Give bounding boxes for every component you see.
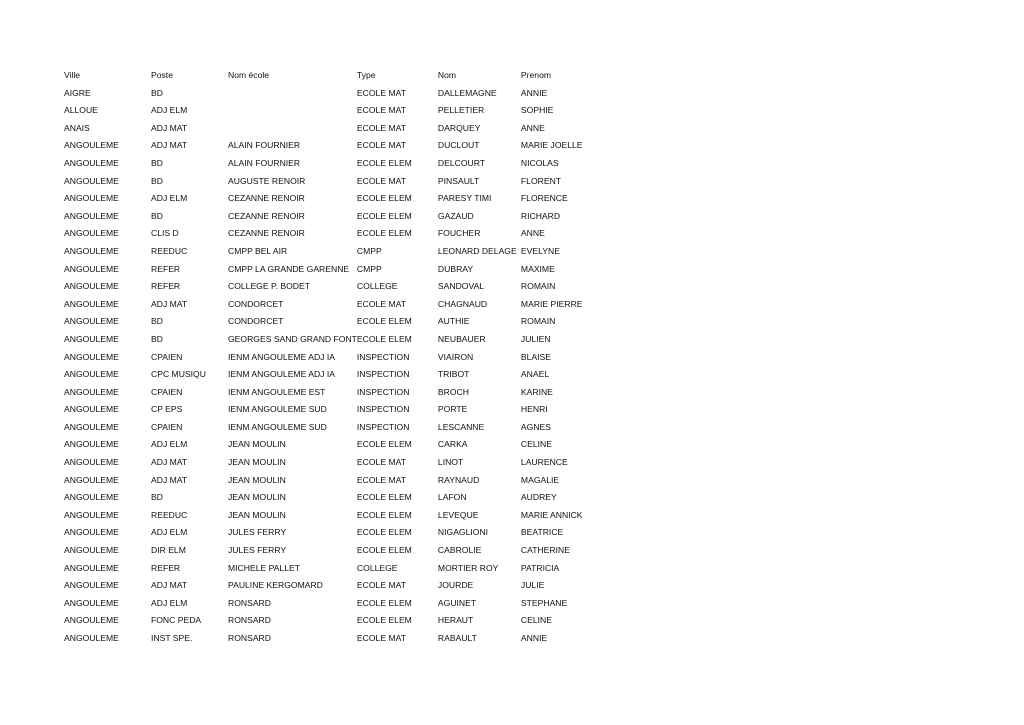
cell-ville: ANGOULEME bbox=[64, 421, 119, 432]
cell-type: ECOLE MAT bbox=[356, 105, 406, 116]
table-row bbox=[64, 102, 601, 120]
cell-type: INSPECTION bbox=[356, 404, 410, 415]
cell-type: ECOLE ELEM bbox=[356, 545, 412, 556]
cell-nom: DARQUEY bbox=[437, 122, 481, 133]
cell-nom: LEONARD DELAGE bbox=[437, 245, 517, 256]
cell-ville: ANGOULEME bbox=[64, 263, 119, 274]
cell-type: ECOLE MAT bbox=[356, 457, 406, 468]
table-row bbox=[64, 507, 601, 525]
cell-prenom: AGNES bbox=[520, 421, 552, 432]
cell-type: ECOLE MAT bbox=[356, 175, 406, 186]
cell-nom-ecole: IENM ANGOULEME SUD bbox=[228, 421, 327, 432]
cell-ville: ANGOULEME bbox=[64, 580, 119, 591]
cell-prenom: KARINE bbox=[520, 386, 553, 397]
cell-nom: MORTIER ROY bbox=[437, 562, 499, 573]
cell-nom-ecole: RONSARD bbox=[228, 597, 271, 608]
cell-ville: ANGOULEME bbox=[64, 333, 119, 344]
table-row bbox=[64, 436, 601, 454]
cell-nom-ecole bbox=[228, 85, 357, 103]
cell-poste: ADJ ELM bbox=[151, 597, 188, 608]
cell-ville: ANGOULEME bbox=[64, 175, 119, 186]
table-row bbox=[64, 454, 601, 472]
cell-type: ECOLE ELEM bbox=[356, 597, 412, 608]
cell-nom-ecole: CEZANNE RENOIR bbox=[228, 228, 305, 239]
cell-poste: ADJ MAT bbox=[151, 298, 188, 309]
cell-poste: REEDUC bbox=[151, 245, 188, 256]
cell-nom-ecole: CEZANNE RENOIR bbox=[228, 193, 305, 204]
cell-nom-ecole: IENM ANGOULEME ADJ IA bbox=[228, 369, 335, 380]
cell-prenom: MARIE PIERRE bbox=[520, 298, 583, 309]
staff-table bbox=[64, 67, 601, 648]
cell-prenom: AUDREY bbox=[520, 492, 557, 503]
table-row bbox=[64, 401, 601, 419]
cell-prenom: JULIEN bbox=[520, 333, 551, 344]
cell-nom-ecole: AUGUSTE RENOIR bbox=[228, 175, 306, 186]
cell-nom-ecole: JEAN MOULIN bbox=[228, 492, 286, 503]
cell-poste: BD bbox=[151, 316, 163, 327]
cell-prenom: MARIE JOELLE bbox=[520, 140, 583, 151]
cell-prenom: ANAEL bbox=[520, 369, 550, 380]
cell-poste: REFER bbox=[151, 263, 181, 274]
table-row bbox=[64, 278, 601, 296]
cell-poste: INST SPE. bbox=[151, 633, 193, 643]
cell-prenom: BLAISE bbox=[520, 351, 552, 362]
table-row bbox=[64, 560, 601, 578]
cell-poste: BD bbox=[151, 157, 163, 168]
cell-poste: CPC MUSIQU bbox=[151, 369, 206, 380]
cell-nom: LESCANNE bbox=[437, 421, 485, 432]
cell-nom-ecole: CONDORCET bbox=[228, 316, 284, 327]
cell-nom: TRIBOT bbox=[437, 369, 470, 380]
cell-type: INSPECTION bbox=[356, 421, 410, 432]
cell-poste: BD bbox=[151, 175, 163, 186]
cell-ville: ANAIS bbox=[64, 122, 90, 133]
cell-type: ECOLE MAT bbox=[356, 474, 406, 485]
cell-poste: REEDUC bbox=[151, 509, 188, 520]
cell-type: CMPP bbox=[356, 263, 382, 274]
cell-nom: NIGAGLIONI bbox=[437, 527, 489, 538]
cell-ville: ANGOULEME bbox=[64, 245, 119, 256]
cell-nom: JOURDE bbox=[437, 580, 474, 591]
cell-nom: AGUINET bbox=[437, 597, 477, 608]
cell-nom: NEUBAUER bbox=[437, 333, 486, 344]
table-row bbox=[64, 349, 601, 367]
cell-ville: ANGOULEME bbox=[64, 140, 119, 151]
cell-nom-ecole: JULES FERRY bbox=[228, 545, 287, 556]
cell-prenom: BEATRICE bbox=[520, 527, 564, 538]
cell-nom: DUCLOUT bbox=[437, 140, 480, 151]
cell-poste: ADJ MAT bbox=[151, 474, 188, 485]
cell-poste: ADJ MAT bbox=[151, 580, 188, 591]
cell-type: ECOLE ELEM bbox=[356, 193, 412, 204]
table-row bbox=[64, 208, 601, 226]
cell-type: ECOLE ELEM bbox=[356, 157, 412, 168]
cell-ville: ANGOULEME bbox=[64, 228, 119, 239]
table-row bbox=[64, 225, 601, 243]
cell-poste: CLIS D bbox=[151, 228, 179, 239]
cell-nom: BROCH bbox=[437, 386, 469, 397]
cell-poste: CP EPS bbox=[151, 404, 183, 415]
cell-prenom: SOPHIE bbox=[520, 105, 554, 116]
cell-nom-ecole: RONSARD bbox=[228, 615, 271, 626]
cell-prenom: CELINE bbox=[520, 615, 552, 626]
cell-type: ECOLE ELEM bbox=[356, 439, 412, 450]
cell-type: ECOLE ELEM bbox=[356, 615, 412, 626]
cell-type: INSPECTION bbox=[356, 386, 410, 397]
cell-nom-ecole: ALAIN FOURNIER bbox=[228, 157, 301, 168]
cell-ville: ANGOULEME bbox=[64, 369, 119, 380]
cell-nom: CARKA bbox=[437, 439, 468, 450]
cell-poste: CPAIEN bbox=[151, 386, 183, 397]
cell-poste: BD bbox=[151, 492, 163, 503]
cell-nom: HERAUT bbox=[437, 615, 474, 626]
cell-prenom: MAXIME bbox=[520, 263, 555, 274]
cell-prenom: MAGALIE bbox=[520, 474, 560, 485]
table-row bbox=[64, 137, 601, 155]
table-row bbox=[64, 366, 601, 384]
cell-prenom: STEPHANE bbox=[520, 597, 568, 608]
cell-poste: DIR ELM bbox=[151, 545, 186, 556]
spreadsheet-page bbox=[64, 67, 1004, 648]
column-header-prenom: Prenom bbox=[520, 70, 552, 80]
table-row bbox=[64, 489, 601, 507]
column-header-ville: Ville bbox=[64, 70, 81, 80]
cell-type: ECOLE ELEM bbox=[356, 333, 412, 344]
cell-nom-ecole: JEAN MOULIN bbox=[228, 439, 286, 450]
cell-ville: ANGOULEME bbox=[64, 527, 119, 538]
cell-nom: LAFON bbox=[437, 492, 467, 503]
cell-nom: LINOT bbox=[437, 457, 464, 468]
table-row bbox=[64, 331, 601, 349]
cell-poste: ADJ MAT bbox=[151, 457, 188, 468]
cell-ville: ANGOULEME bbox=[64, 439, 119, 450]
cell-type: ECOLE ELEM bbox=[356, 210, 412, 221]
cell-poste: ADJ ELM bbox=[151, 527, 188, 538]
cell-prenom: RICHARD bbox=[520, 210, 561, 221]
table-row bbox=[64, 612, 601, 630]
cell-prenom: ANNIE bbox=[520, 87, 548, 98]
table-row bbox=[64, 577, 601, 595]
cell-ville: ANGOULEME bbox=[64, 562, 119, 573]
cell-ville: AIGRE bbox=[64, 87, 91, 98]
table-row bbox=[64, 542, 601, 560]
cell-poste: REFER bbox=[151, 281, 181, 292]
cell-type: ECOLE MAT bbox=[356, 87, 406, 98]
column-header-nom: Nom bbox=[437, 70, 457, 80]
cell-ville: ANGOULEME bbox=[64, 492, 119, 503]
cell-nom: FOUCHER bbox=[437, 228, 481, 239]
cell-prenom: ANNE bbox=[520, 228, 545, 239]
cell-nom: DALLEMAGNE bbox=[437, 87, 497, 98]
cell-prenom: ROMAIN bbox=[520, 316, 556, 327]
cell-nom-ecole: JEAN MOULIN bbox=[228, 509, 286, 520]
cell-type: ECOLE MAT bbox=[356, 298, 406, 309]
cell-nom-ecole: MICHELE PALLET bbox=[228, 562, 300, 573]
cell-nom: CABROLIE bbox=[437, 545, 482, 556]
table-row bbox=[64, 524, 601, 542]
cell-poste: ADJ ELM bbox=[151, 439, 188, 450]
table-row bbox=[64, 85, 601, 103]
cell-type: COLLEGE bbox=[356, 562, 398, 573]
cell-poste: BD bbox=[151, 87, 163, 98]
cell-type: ECOLE ELEM bbox=[356, 228, 412, 239]
table-row bbox=[64, 120, 601, 138]
cell-nom: PORTE bbox=[437, 404, 468, 415]
cell-type: ECOLE ELEM bbox=[356, 316, 412, 327]
cell-type: ECOLE MAT bbox=[356, 633, 406, 643]
cell-type: ECOLE ELEM bbox=[356, 492, 412, 503]
table-row bbox=[64, 419, 601, 437]
cell-nom-ecole: IENM ANGOULEME EST bbox=[228, 386, 326, 397]
cell-prenom: FLORENT bbox=[520, 175, 562, 186]
cell-nom-ecole: IENM ANGOULEME ADJ IA bbox=[228, 351, 335, 362]
column-header-nom-ecole: Nom école bbox=[228, 70, 270, 80]
cell-type: ECOLE MAT bbox=[356, 140, 406, 151]
cell-prenom: NICOLAS bbox=[520, 157, 559, 168]
cell-nom: VIAIRON bbox=[437, 351, 474, 362]
cell-ville: ANGOULEME bbox=[64, 404, 119, 415]
cell-ville: ANGOULEME bbox=[64, 457, 119, 468]
cell-type: ECOLE ELEM bbox=[356, 527, 412, 538]
cell-nom: RABAULT bbox=[437, 633, 477, 643]
cell-poste: ADJ MAT bbox=[151, 140, 188, 151]
cell-ville: ANGOULEME bbox=[64, 298, 119, 309]
table-row bbox=[64, 243, 601, 261]
cell-nom: RAYNAUD bbox=[437, 474, 480, 485]
cell-ville: ANGOULEME bbox=[64, 545, 119, 556]
cell-prenom: JULIE bbox=[520, 580, 545, 591]
cell-prenom: FLORENCE bbox=[520, 193, 568, 204]
cell-type: CMPP bbox=[356, 245, 382, 256]
cell-poste: ADJ ELM bbox=[151, 105, 188, 116]
cell-nom: DUBRAY bbox=[437, 263, 474, 274]
cell-ville: ANGOULEME bbox=[64, 633, 119, 643]
cell-nom-ecole bbox=[228, 102, 357, 120]
cell-nom: PARESY TIMI bbox=[437, 193, 492, 204]
cell-nom-ecole: COLLEGE P. BODET bbox=[228, 281, 310, 292]
cell-ville: ANGOULEME bbox=[64, 157, 119, 168]
table-row bbox=[64, 313, 601, 331]
cell-poste: ADJ ELM bbox=[151, 193, 188, 204]
cell-ville: ANGOULEME bbox=[64, 597, 119, 608]
cell-nom: PINSAULT bbox=[437, 175, 480, 186]
cell-nom-ecole: CONDORCET bbox=[228, 298, 284, 309]
cell-prenom: ANNE bbox=[520, 122, 545, 133]
cell-ville: ALLOUE bbox=[64, 105, 98, 116]
cell-prenom: EVELYNE bbox=[520, 245, 560, 256]
table-row bbox=[64, 384, 601, 402]
cell-type: ECOLE MAT bbox=[356, 122, 406, 133]
table-row bbox=[64, 296, 601, 314]
cell-nom-ecole: CMPP BEL AIR bbox=[228, 245, 288, 256]
cell-prenom: HENRI bbox=[520, 404, 548, 415]
cell-type: ECOLE MAT bbox=[356, 580, 406, 591]
cell-nom-ecole: GEORGES SAND GRAND FONT bbox=[228, 333, 357, 344]
cell-ville: ANGOULEME bbox=[64, 281, 119, 292]
cell-nom-ecole: ALAIN FOURNIER bbox=[228, 140, 301, 151]
cell-prenom: CELINE bbox=[520, 439, 552, 450]
cell-ville: ANGOULEME bbox=[64, 615, 119, 626]
cell-type: INSPECTION bbox=[356, 351, 410, 362]
table-row bbox=[64, 173, 601, 191]
cell-nom-ecole: PAULINE KERGOMARD bbox=[228, 580, 323, 591]
column-header-type: Type bbox=[356, 70, 376, 80]
cell-ville: ANGOULEME bbox=[64, 386, 119, 397]
cell-nom-ecole: CMPP LA GRANDE GARENNE bbox=[228, 263, 350, 274]
cell-nom: DELCOURT bbox=[437, 157, 486, 168]
cell-nom-ecole: IENM ANGOULEME SUD bbox=[228, 404, 327, 415]
cell-nom: SANDOVAL bbox=[437, 281, 485, 292]
table-row bbox=[64, 630, 601, 648]
cell-prenom: PATRICIA bbox=[520, 562, 560, 573]
cell-poste: CPAIEN bbox=[151, 351, 183, 362]
column-header-poste: Poste bbox=[151, 70, 173, 80]
table-row bbox=[64, 190, 601, 208]
table-row bbox=[64, 261, 601, 279]
table-body bbox=[64, 85, 601, 648]
cell-prenom: ANNIE bbox=[520, 633, 548, 643]
cell-nom-ecole: JULES FERRY bbox=[228, 527, 287, 538]
cell-nom: GAZAUD bbox=[437, 210, 474, 221]
cell-ville: ANGOULEME bbox=[64, 210, 119, 221]
cell-type: INSPECTION bbox=[356, 369, 410, 380]
cell-nom-ecole: RONSARD bbox=[228, 633, 271, 643]
cell-nom-ecole: JEAN MOULIN bbox=[228, 474, 286, 485]
cell-poste: BD bbox=[151, 333, 163, 344]
table-header-row bbox=[64, 67, 601, 85]
cell-nom: LEVEQUE bbox=[437, 509, 479, 520]
cell-nom: AUTHIE bbox=[437, 316, 470, 327]
cell-ville: ANGOULEME bbox=[64, 509, 119, 520]
cell-poste: BD bbox=[151, 210, 163, 221]
cell-prenom: ROMAIN bbox=[520, 281, 556, 292]
cell-type: COLLEGE bbox=[356, 281, 398, 292]
table-row bbox=[64, 595, 601, 613]
cell-nom-ecole: CEZANNE RENOIR bbox=[228, 210, 305, 221]
cell-prenom: MARIE ANNICK bbox=[520, 509, 583, 520]
cell-prenom: LAURENCE bbox=[520, 457, 568, 468]
cell-ville: ANGOULEME bbox=[64, 316, 119, 327]
cell-nom: CHAGNAUD bbox=[437, 298, 488, 309]
cell-ville: ANGOULEME bbox=[64, 474, 119, 485]
cell-nom: PELLETIER bbox=[437, 105, 485, 116]
cell-poste: ADJ MAT bbox=[151, 122, 188, 133]
table-row bbox=[64, 472, 601, 490]
cell-ville: ANGOULEME bbox=[64, 351, 119, 362]
cell-poste: REFER bbox=[151, 562, 181, 573]
cell-type: ECOLE ELEM bbox=[356, 509, 412, 520]
cell-ville: ANGOULEME bbox=[64, 193, 119, 204]
table-row bbox=[64, 155, 601, 173]
cell-poste: FONC PEDA bbox=[151, 615, 202, 626]
cell-nom-ecole bbox=[228, 120, 357, 138]
cell-nom-ecole: JEAN MOULIN bbox=[228, 457, 286, 468]
cell-prenom: CATHERINE bbox=[520, 545, 570, 556]
cell-poste: CPAIEN bbox=[151, 421, 183, 432]
